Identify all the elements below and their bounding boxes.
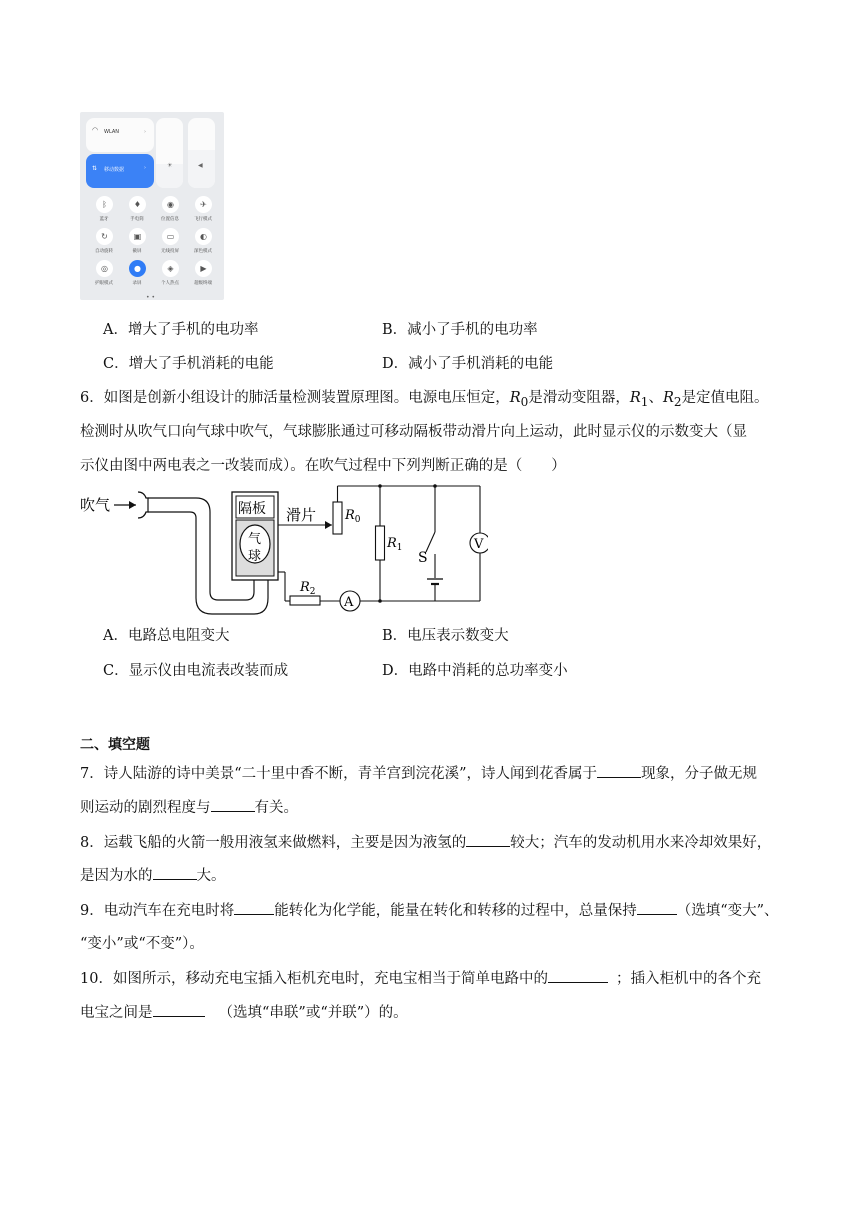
q7-line-1: 7．诗人陆游的诗中美景“二十里中香不断，青羊宫到浣花溪”，诗人闻到花香属于 现象，分子做无规 (80, 762, 757, 783)
ammeter-label: A (344, 595, 354, 610)
toggle-label: 深色模式 (194, 249, 212, 254)
r1-resistor (376, 526, 385, 560)
airplane-icon: ✈ (195, 196, 212, 213)
page-indicator: • • (146, 294, 155, 300)
q8-line-2: 是因为水的 大。 (80, 864, 226, 885)
r0-resistor (333, 502, 342, 534)
q5-option-b: B．减小了手机的电功率 (382, 322, 538, 338)
brightness-slider (156, 118, 183, 188)
r2-resistor (290, 596, 320, 605)
toggle-label: 超级终端 (194, 281, 212, 286)
toggle-label: 自动旋转 (95, 249, 113, 254)
toggle-label: 个人热点 (161, 281, 179, 286)
flashlight-icon: ♦ (129, 196, 146, 213)
q9-blank-1 (234, 900, 274, 915)
volume-slider (188, 118, 215, 188)
q9-line-1: 9．电动汽车在充电时将 能转化为化学能，能量在转化和转移的过程中，总量保持 （选填“变大”、 (80, 899, 779, 920)
wlan-tile (86, 118, 154, 152)
voltmeter-label: V (474, 537, 484, 552)
slider-arrow-icon (325, 521, 332, 529)
wlan-label: WLAN (104, 129, 120, 135)
wifi-icon: ◠ (92, 126, 99, 134)
balloon-label-1: 气 (248, 532, 262, 547)
toggle-label: 手电筒 (130, 217, 144, 222)
q8-blank-2 (153, 865, 197, 880)
lung-capacity-circuit-diagram (78, 480, 488, 615)
hotspot-icon: ◈ (162, 260, 179, 277)
q5-option-d: D．减小了手机消耗的电能 (382, 356, 554, 372)
rotate-icon: ↻ (96, 228, 113, 245)
r0-label: $R_0$ (345, 508, 361, 525)
q8-line-1: 8．运载飞船的火箭一般用液氢来做燃料，主要是因为液氢的 较大；汽车的发动机用水来冷却效果好， (80, 831, 771, 852)
brightness-icon: ☀ (167, 162, 173, 169)
mobile-data-tile (86, 154, 154, 188)
toggle-label: 录屏 (132, 281, 142, 286)
chevron-right-icon: › (144, 165, 146, 171)
eye-icon: ◎ (96, 260, 113, 277)
q10-line-2: 电宝之间是 （选填“串联”或“并联”）的。 (80, 1001, 408, 1022)
toggle-label: 护眼模式 (95, 281, 113, 286)
toggle-label: 无线投屏 (161, 249, 179, 254)
q10-line-1: 10．如图所示，移动充电宝插入柜机充电时，充电宝相当于简单电路中的 ；插入柜机中的各个充 (80, 967, 761, 988)
q5-option-c: C．增大了手机消耗的电能 (103, 356, 274, 372)
balloon-label-2: 球 (248, 549, 262, 564)
toggle-label: 飞行模式 (194, 217, 212, 222)
record-icon: ● (129, 260, 146, 277)
mobile-data-icon: ⇅ (92, 165, 98, 172)
video-icon: ▶ (195, 260, 212, 277)
toggle-label: 蓝牙 (99, 217, 109, 222)
q6-option-a: A．电路总电阻变大 (103, 628, 230, 644)
r2-label: $R_2$ (300, 580, 316, 597)
phone-control-center-image (80, 112, 224, 300)
q7-blank-1 (597, 763, 641, 778)
location-icon: ◉ (162, 196, 179, 213)
slider-label: 滑片 (286, 506, 317, 524)
cast-icon: ▭ (162, 228, 179, 245)
chevron-right-icon: › (144, 129, 146, 135)
q10-blank-1 (548, 968, 608, 983)
dark-mode-icon: ◐ (195, 228, 212, 245)
r1-label: $R_1$ (387, 536, 403, 553)
mouthpiece (138, 492, 148, 518)
partition-label: 隔板 (238, 501, 266, 517)
q10-blank-2 (153, 1002, 205, 1017)
section-title: 二、填空题 (80, 737, 150, 753)
switch-label: S (418, 550, 428, 566)
arrow-head-icon (129, 501, 136, 509)
speaker-icon: ◀ (198, 162, 203, 169)
bluetooth-icon: ᛒ (96, 196, 113, 213)
nfc-icon: ▣ (129, 228, 146, 245)
q6-stem-line-3: 示仪由图中两电表之一改装而成）。在吹气过程中下列判断正确的是（ ） (80, 458, 566, 474)
q6-option-b: B．电压表示数变大 (382, 628, 509, 644)
q6-stem-line-2: 检测时从吹气口向气球中吹气，气球膨胀通过可移动隔板带动滑片向上运动，此时显示仪的示数变大（显 (80, 424, 747, 440)
q5-option-a: A．增大了手机的电功率 (103, 322, 259, 338)
q8-blank-1 (466, 832, 510, 847)
q9-line-2: “变小”或“不变”）。 (80, 936, 204, 952)
q7-line-2: 则运动的剧烈程度与 有关。 (80, 796, 298, 817)
q9-blank-2 (637, 900, 677, 915)
q7-blank-2 (211, 797, 255, 812)
toggle-label: 截屏 (132, 249, 142, 254)
toggle-label: 位置信息 (161, 217, 179, 222)
q6-option-d: D．电路中消耗的总功率变小 (382, 663, 568, 679)
q6-option-c: C．显示仪由电流表改装而成 (103, 663, 289, 679)
blow-label: 吹气 (80, 496, 111, 514)
mobile-data-label: 移动数据 (104, 167, 125, 173)
q6-stem-line-1: 6．如图是创新小组设计的肺活量检测装置原理图。电源电压恒定，$R_0$是滑动变阻器，$R_1$、$R_2$是定值电阻。 (80, 390, 769, 409)
switch-s (426, 532, 435, 552)
